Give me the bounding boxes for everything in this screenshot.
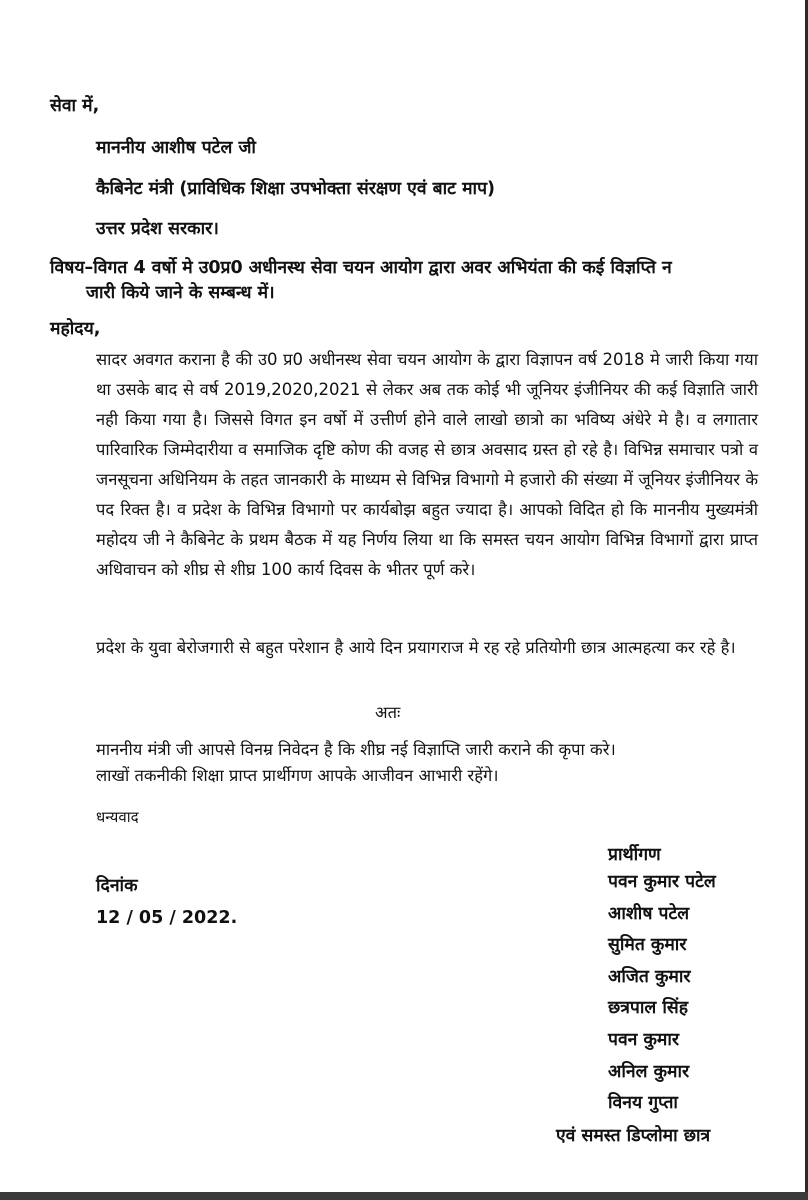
body-paragraph-2: प्रदेश के युवा बेरोजगारी से बहुत परेशान है आये दिन प्रयागराज मे रह रहे प्रतियोगी छात्र आत्महत्या कर रहे है।	[96, 638, 736, 657]
body-paragraph-1: सादर अवगत कराना है की उ0 प्र0 अधीनस्थ सेवा चयन आयोग के द्वारा विज्ञापन वर्ष 2018 मे जारी किया गया था उसके बाद से वर्ष 2019,2020,2021 से लेकर अब तक कोई भी जूनियर इंजीनियर की कई विज्ञाति जारी नही किया गया है। जिससे विगत इन वर्षो में उत्तीर्ण होने वाले लाखो छात्रो का भविष्य अंधेरे मे है। व लगातार पारिवारिक जिम्मेदारीया व समाजिक दृष्टि कोण की वजह से छात्र अवसाद ग्रस्त हो रहे है। विभिन्न समाचार पत्रो व जनसूचना अधिनियम के तहत जानकारी के माध्यम से विभिन्न विभागो मे हजारो की संख्या में जूनियर इंजीनियर के पद रिक्त है। व प्रदेश के विभिन्न विभागो पर कार्यबोझ बहुत ज्यादा है। आपको विदित हो कि माननीय मुख्यमंत्री महोदय जी ने कैबिनेट के प्रथम बैठक में यह निर्णय लिया था कि समस्त चयन आयोग विभिन्न विभागों द्वारा प्राप्त अधिवाचन को शीघ्र से शीघ्र 100 कार्य दिवस के भीतर पूर्ण करे।	[96, 350, 759, 579]
greeting: महोदय,	[50, 319, 101, 339]
date-value: 12 / 05 / 2022.	[96, 908, 238, 928]
closing-group: एवं समस्त डिप्लोमा छात्र	[556, 1126, 711, 1146]
thanks: धन्यवाद	[96, 808, 139, 826]
recipient-government: उत्तर प्रदेश सरकार।	[96, 219, 219, 239]
signatory-name: पवन कुमार पटेल	[608, 872, 716, 892]
scan-edge-bottom	[0, 1192, 808, 1200]
signatory-name: विनय गुप्ता	[608, 1093, 678, 1114]
signatories-heading: प्रार्थीगण	[608, 845, 661, 865]
signatory-name: अजित कुमार	[608, 966, 691, 987]
signatory-name: आशीष पटेल	[608, 903, 690, 924]
signatories-list	[608, 870, 803, 1123]
signatory-name: छत्रपाल सिंह	[608, 998, 689, 1019]
request-line-2: लाखों तकनीकी शिक्षा प्राप्त प्रार्थीगण आपके आजीवन आभारी रहेंगे।	[96, 766, 499, 785]
subject-line-1: विषय–विगत 4 वर्षो मे उ0प्र0 अधीनस्थ सेवा चयन आयोग द्वारा अवर अभियंता की कई विज्ञप्ति न	[50, 258, 672, 278]
salutation-to: सेवा में,	[50, 96, 100, 116]
signatory-name: अनिल कुमार	[608, 1061, 690, 1082]
therefore-word: अतः	[375, 703, 401, 722]
subject-line-2: जारी किये जाने के सम्बन्ध में।	[86, 283, 275, 303]
request-line-1: माननीय मंत्री जी आपसे विनम्र निवेदन है कि शीघ्र नई विज्ञाप्ति जारी कराने की कृपा करे।	[96, 740, 616, 759]
recipient-designation: कैबिनेट मंत्री (प्राविधिक शिक्षा उपभोक्ता संरक्षण एवं बाट माप)	[96, 179, 496, 199]
date-label: दिनांक	[96, 876, 138, 896]
signatory-name: सुमित कुमार	[608, 935, 687, 956]
recipient-name: माननीय आशीष पटेल जी	[96, 138, 256, 158]
signatory-name: पवन कुमार	[608, 1029, 680, 1050]
